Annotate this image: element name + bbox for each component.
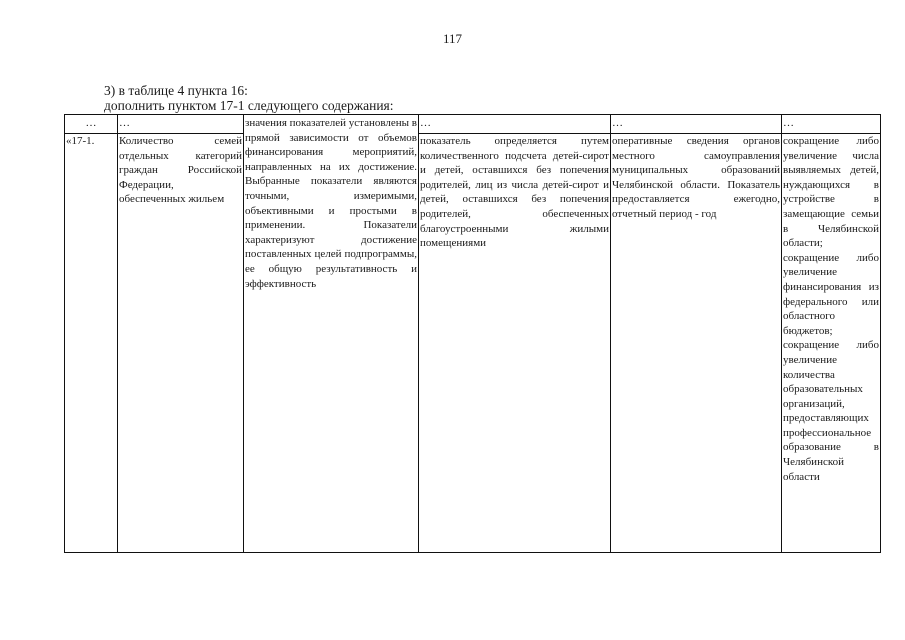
table-cell-indicator-name: Количество семей отдельных категорий граждан Российской Федерации, обеспеченных жильем — [118, 134, 244, 553]
intro-line-2: дополнить пунктом 17-1 следующего содержания: — [104, 98, 394, 113]
table-row-17-1 — [65, 134, 881, 553]
table-cell-influencing-factors: сокращение либо увеличение числа выявляемых детей, нуждающихся в устройстве в замещающие семьи в Челябинской области; сокращение либо увеличение финансирования из федерального или областного бюджетов; сокращение либо увеличение количества образовательных организаций, предоставляющих профессиональное образование в Челябинской области — [782, 134, 881, 553]
table-cell-number-prev: … — [65, 115, 118, 134]
table-cell-name-prev: … — [118, 115, 244, 134]
table-row-previous — [65, 115, 881, 134]
indicator-table — [64, 114, 881, 553]
table-cell-method-prev: … — [419, 115, 611, 134]
table-cell-calculation-method: показатель определяется путем количественного подсчета детей-сирот и детей, оставшихся без попечения родителей, лиц из числа детей-сирот и детей, оставшихся без попечения родителей, обеспеченных благоустроенными жилыми помещениями — [419, 134, 611, 553]
table-cell-data-source: оперативные сведения органов местного самоуправления муниципальных образований Челябинской области. Показатель предоставляется ежегодно, отчетный период - год — [611, 134, 782, 553]
page-number: 117 — [442, 31, 463, 46]
table-cell-factors-prev: … — [782, 115, 881, 134]
table-cell-rationale: значения показателей установлены в прямой зависимости от объемов финансирования мероприятий, направленных на их достижение. Выбранные показатели являются точными, измеримыми, объективными и простыми в применении. Показатели характеризуют достижение поставленных целей подпрограммы, ее общую результативность и эффективность — [244, 115, 419, 553]
table-cell-source-prev: … — [611, 115, 782, 134]
intro-line-1: 3) в таблице 4 пункта 16: — [104, 83, 248, 98]
table-cell-number: «17-1. — [65, 134, 118, 553]
